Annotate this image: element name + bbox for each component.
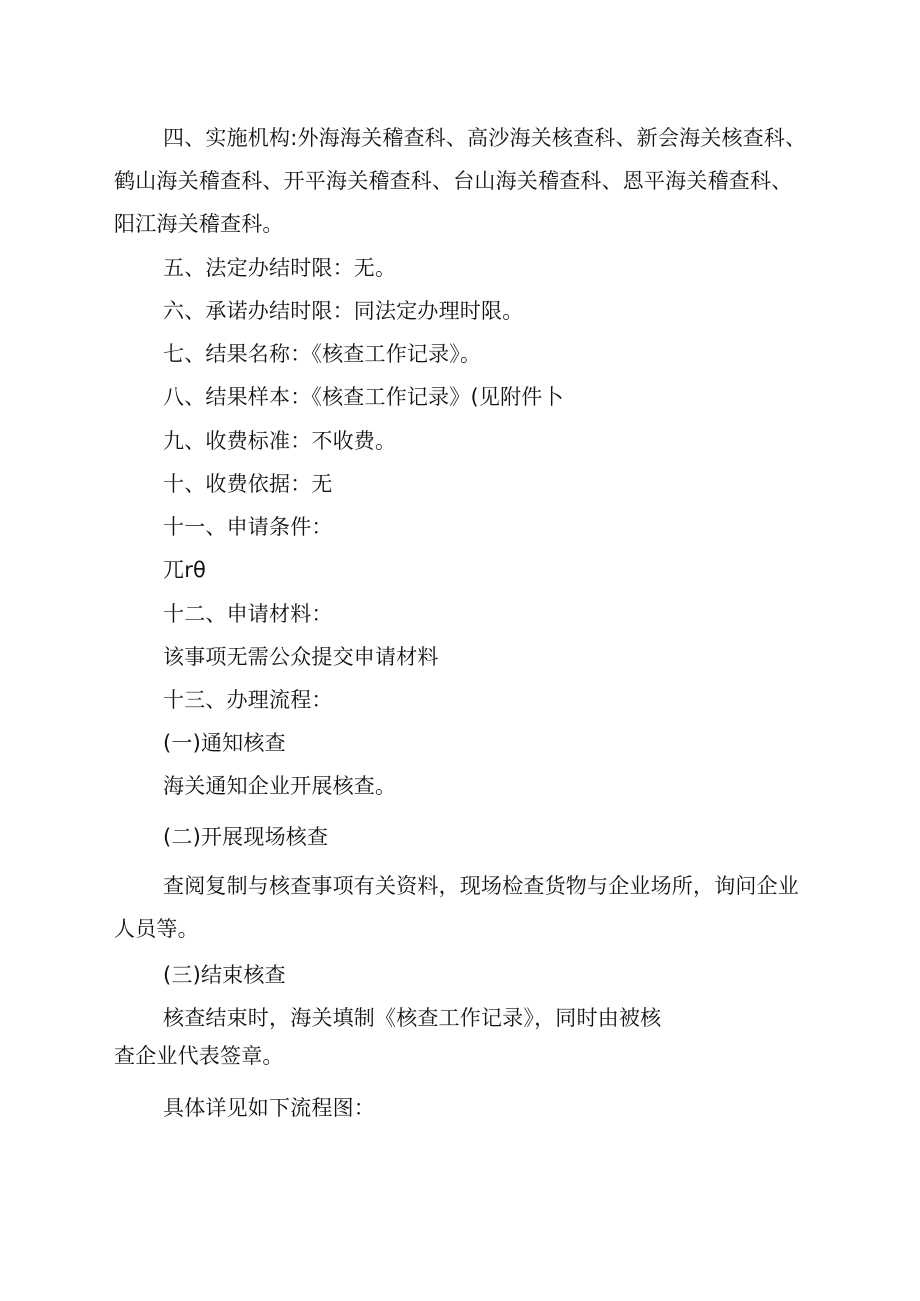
step-1-heading: (一)通知核查	[163, 731, 286, 755]
section-11-content: 兀rθ	[163, 558, 207, 582]
section-8: 八、结果样本：《核查工作记录》(见附件卜	[163, 385, 564, 409]
flowchart-intro: 具体详见如下流程图：	[163, 1096, 375, 1120]
section-13-heading: 十三、办理流程：	[163, 688, 333, 712]
section-10: 十、收费依据：无	[163, 472, 333, 496]
section-5: 五、法定办结时限：无。	[163, 256, 397, 280]
section-4-line-2: 鹤山海关稽查科、开平海关稽查科、台山海关稽查科、恩平海关稽查科、	[114, 169, 793, 193]
section-11-heading: 十一、申请条件：	[163, 515, 333, 539]
step-1-content: 海关通知企业开展核查。	[163, 774, 397, 798]
step-2-heading: (二)开展现场核查	[163, 825, 329, 849]
step-3-content-line-1: 核查结束时，海关填制《核查工作记录》，同时由被核	[163, 1006, 662, 1030]
section-4-line-1: 四、实施机构:外海海关稽查科、高沙海关核查科、新会海关核查科、	[163, 126, 807, 150]
section-12-heading: 十二、申请材料：	[163, 602, 333, 626]
section-9: 九、收费标准：不收费。	[163, 429, 397, 453]
section-6: 六、承诺办结时限：同法定办理时限。	[163, 299, 524, 323]
step-2-content-line-1: 查阅复制与核查事项有关资料，现场检查货物与企业场所，询问企业	[163, 874, 799, 898]
section-4-line-3: 阳江海关稽查科。	[114, 212, 284, 236]
section-7: 七、结果名称：《核查工作记录》。	[163, 342, 482, 366]
step-3-content-line-2: 查企业代表签章。	[114, 1044, 284, 1068]
step-3-heading: (三)结束核查	[163, 963, 286, 987]
section-12-content: 该事项无需公众提交申请材料	[163, 645, 439, 669]
step-2-content-line-2: 人员等。	[114, 917, 199, 941]
